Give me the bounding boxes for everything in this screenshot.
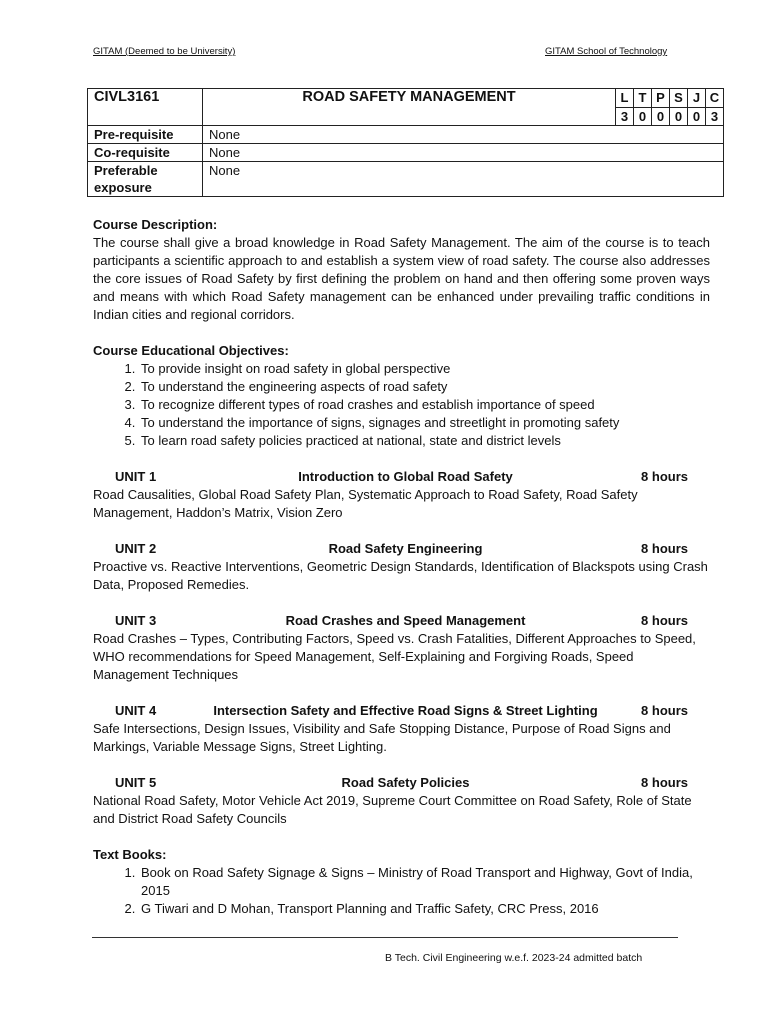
credit-value-s: 0 (670, 108, 688, 126)
unit-hours: 8 hours (641, 703, 688, 718)
footer-batch: B Tech. Civil Engineering w.e.f. 2023-24 admitted batch (385, 952, 643, 964)
credit-header-p: P (652, 89, 670, 108)
textbooks-heading: Text Books: (93, 847, 167, 862)
pref-exposure-label (88, 162, 203, 197)
credit-header-j: J (688, 89, 706, 108)
header-university: GITAM (Deemed to be University) (93, 46, 236, 57)
unit-title: Road Crashes and Speed Management (285, 613, 526, 628)
unit-hours: 8 hours (641, 541, 688, 556)
unit-hours: 8 hours (641, 469, 688, 484)
credit-header-t: T (634, 89, 652, 108)
prereq-value: None (203, 126, 724, 144)
unit-title: Road Safety Engineering (328, 541, 483, 556)
coreq-label: Co-requisite (88, 144, 203, 162)
course-info-table (87, 88, 724, 197)
unit-3-content: Road Crashes – Types, Contributing Factors, Speed vs. Crash Fatalities, Different Approaches to Speed, WHO recommendations for Speed Management, Self-Explaining and Forgiving Roads, Speed Management Techniques (93, 631, 696, 682)
unit-title: Introduction to Global Road Safety (298, 469, 513, 484)
syllabus-body (93, 216, 710, 918)
credit-value-p: 0 (652, 108, 670, 126)
footer-divider (92, 937, 678, 938)
textbook-item: 1. Book on Road Safety Signage & Signs – Ministry of Road Transport and Highway, Govt of India, 2015 (139, 864, 710, 900)
unit-5-content: National Road Safety, Motor Vehicle Act 2019, Supreme Court Committee on Road Safety, Role of State and District Road Safety Councils (93, 793, 692, 826)
credit-header-c: C (706, 89, 724, 108)
unit-4-header (93, 702, 710, 720)
header-school: GITAM School of Technology (545, 46, 668, 57)
unit-3-header (93, 612, 710, 630)
course-code: CIVL3161 (88, 89, 203, 126)
unit-label: UNIT 5 (115, 775, 157, 790)
objective-item: 3. To recognize different types of road crashes and establish importance of speed (139, 396, 710, 414)
unit-2-header (93, 540, 710, 558)
description-heading: Course Description: (93, 217, 218, 232)
objective-item: 4. To understand the importance of signs, signages and streetlight in promoting safety (139, 414, 710, 432)
unit-1-header (93, 468, 710, 486)
unit-title: Road Safety Policies (341, 775, 470, 790)
unit-label: UNIT 3 (115, 613, 157, 628)
unit-1-content: Road Causalities, Global Road Safety Plan, Systematic Approach to Road Safety, Road Safety Management, Haddon’s Matrix, Vision Zero (93, 487, 638, 520)
unit-title: Intersection Safety and Effective Road Signs & Street Lighting (213, 703, 598, 718)
credit-header-s: S (670, 89, 688, 108)
credit-value-l: 3 (616, 108, 634, 126)
description-text: The course shall give a broad knowledge in Road Safety Management. The aim of the course is to teach participants a scientific approach to and establish a system view of road safety. The course also addresses the core issues of Road Safety by first defining the problem on hand and then offering some proven ways and means with which Road Safety management can be enhanced under prevailing traffic conditions in Indian cities and regional corridors. (93, 235, 710, 322)
unit-4-content: Safe Intersections, Design Issues, Visibility and Safe Stopping Distance, Purpose of Road Signs and Markings, Variable Message Signs, Street Lighting. (93, 721, 671, 754)
unit-hours: 8 hours (641, 775, 688, 790)
objective-item: 5. To learn road safety policies practiced at national, state and district levels (139, 432, 710, 450)
textbook-item: 2. G Tiwari and D Mohan, Transport Planning and Traffic Safety, CRC Press, 2016 (139, 900, 710, 918)
pref-label-line1: Preferable (94, 163, 158, 178)
unit-5-header (93, 774, 710, 792)
textbooks-list (93, 864, 710, 918)
unit-label: UNIT 2 (115, 541, 157, 556)
credit-header-l: L (616, 89, 634, 108)
pref-exposure-value: None (203, 162, 724, 197)
course-title: ROAD SAFETY MANAGEMENT (203, 89, 616, 126)
coreq-value: None (203, 144, 724, 162)
credit-value-c: 3 (706, 108, 724, 126)
pref-label-line2: exposure (94, 180, 152, 195)
objective-item: 2. To understand the engineering aspects of road safety (139, 378, 710, 396)
objective-item: 1. To provide insight on road safety in global perspective (139, 360, 710, 378)
unit-label: UNIT 4 (115, 703, 157, 718)
prereq-label: Pre-requisite (88, 126, 203, 144)
objectives-heading: Course Educational Objectives: (93, 343, 289, 358)
credit-value-t: 0 (634, 108, 652, 126)
unit-label: UNIT 1 (115, 469, 157, 484)
unit-2-content: Proactive vs. Reactive Interventions, Geometric Design Standards, Identification of Blackspots using Crash Data, Proposed Remedies. (93, 559, 708, 592)
objectives-list (93, 360, 710, 450)
unit-hours: 8 hours (641, 613, 688, 628)
credit-value-j: 0 (688, 108, 706, 126)
